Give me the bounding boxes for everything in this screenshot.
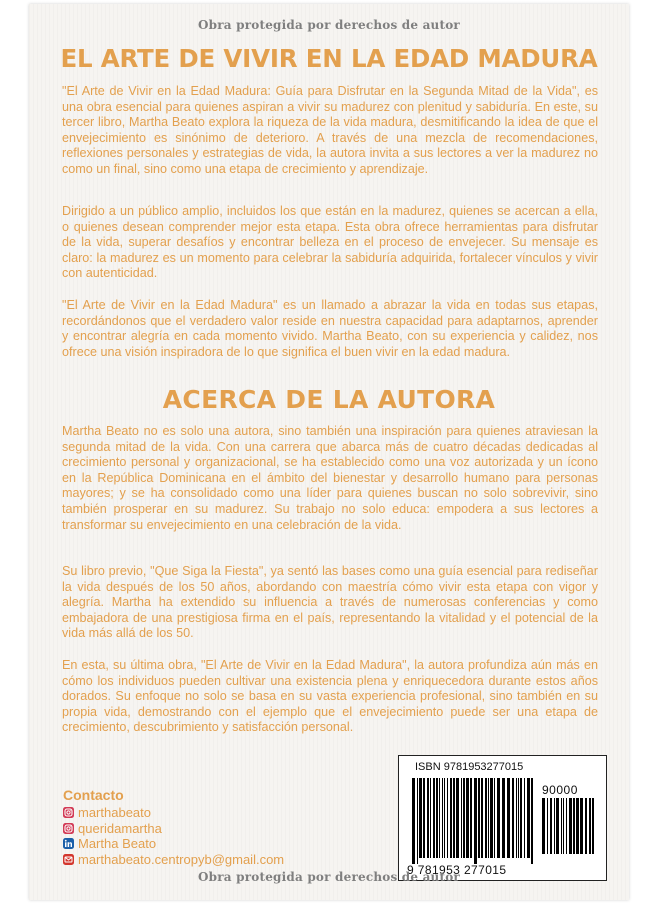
barcode-digits: 9 781953 277015 <box>407 863 507 877</box>
book-description-paragraph-3: "El Arte de Vivir en la Edad Madura" es un llamado a abrazar la vida en todas sus etapas, recordándonos que el verdadero valor reside en nuestra capacidad para adaptarnos, aprender y encontrar alegría en cada momento vivido. Martha Beato, con su experiencia y calidez, nos ofrece una visión inspiradora de lo que significa el buen vivir en la edad madura. <box>62 298 598 359</box>
email-icon <box>63 854 74 865</box>
contact-email[interactable] <box>63 852 284 868</box>
copyright-watermark-bottom: Obra protegida por derechos de autor <box>198 870 460 884</box>
contact-linkedin[interactable] <box>63 836 284 852</box>
copyright-watermark-top: Obra protegida por derechos de autor <box>198 18 460 32</box>
book-description-paragraph-2: Dirigido a un público amplio, incluidos los que están en la madurez, quienes se acercan a ella, o quienes desean comprender mejor esta etapa. Esta obra ofrece herramientas para disfrutar de la vida, superar desafíos y encontrar belleza en el proceso de envejecer. Su mensaje es claro: la madurez es un momento para celebrar la sabiduría adquirida, fortalecer vínculos y vivir con autenticidad. <box>62 204 598 281</box>
contact-text: marthabeato <box>78 805 151 821</box>
contact-text: Martha Beato <box>78 836 157 852</box>
author-bio-paragraph-3: En esta, su última obra, "El Arte de Vivir en la Edad Madura", la autora profundiza aún más en cómo los individuos pueden cultivar una existencia plena y enriquecedora durante estos años dorados. Su enfoque no solo se basa en su vasta experiencia profesional, sino también en su propia vida, demostrando con el ejemplo que el envejecimiento puede ser una etapa de crecimiento, descubrimiento y satisfacción personal. <box>62 658 598 735</box>
instagram-icon <box>63 823 74 834</box>
author-bio-paragraph-1: Martha Beato no es solo una autora, sino también una inspiración para quienes atraviesan la segunda mitad de la vida. Con una carrera que abarca más de cuatro décadas dedicadas al crecimiento personal y organizacional, se ha establecido como una voz autorizada y un ícono en la República Dominicana en el ámbito del bienestar y desarrollo humano para personas mayores; y se ha consolidado como una líder para quienes buscan no solo sobrevivir, sino también prosperar en su madurez. Su trabajo no solo educa: empodera a sus lectores a transformar su envejecimiento en una celebración de la vida. <box>62 424 598 532</box>
book-description-paragraph-1: "El Arte de Vivir en la Edad Madura: Guía para Disfrutar en la Segunda Mitad de la Vida", es una obra esencial para quienes aspiran a vivir su madurez con plenitud y sabiduría. En este, su tercer libro, Martha Beato explora la riqueza de la vida madura, desmitificando la idea de que el envejecimiento es sinónimo de deterioro. A través de una mezcla de recomendaciones, reflexiones personales y estrategias de vida, la autora invita a sus lectores a ver la madurez no como un final, sino como una etapa de crecimiento y aprendizaje. <box>62 84 598 176</box>
contact-heading: Contacto <box>63 787 124 803</box>
barcode-addon-bars <box>542 798 598 860</box>
contact-text: queridamartha <box>78 820 162 836</box>
contact-instagram-marthabeato[interactable] <box>63 805 284 821</box>
barcode-price-code: 90000 <box>542 783 578 797</box>
instagram-icon <box>63 807 74 818</box>
author-bio-paragraph-2: Su libro previo, "Que Siga la Fiesta", ya sentó las bases como una guía esencial para rediseñar la vida después de los 50 años, abordando con maestría cómo vivir esta etapa con vigor y alegría. Martha ha extendido su influencia a través de numerosas conferencias y como embajadora de una prestigiosa firma en el país, representando la vitalidad y el potencial de la vida más allá de los 50. <box>62 564 598 641</box>
isbn-barcode <box>398 755 607 881</box>
back-cover <box>29 4 629 900</box>
about-author-heading: ACERCA DE LA AUTORA <box>162 385 496 414</box>
contact-text: marthabeato.centropyb@gmail.com <box>78 851 285 867</box>
barcode-main-bars <box>412 778 536 864</box>
linkedin-icon <box>63 838 74 849</box>
isbn-label: ISBN 9781953277015 <box>415 761 524 773</box>
contact-instagram-queridamartha[interactable] <box>63 821 284 837</box>
contact-list <box>63 805 284 867</box>
book-title: EL ARTE DE VIVIR EN LA EDAD MADURA <box>60 44 598 73</box>
